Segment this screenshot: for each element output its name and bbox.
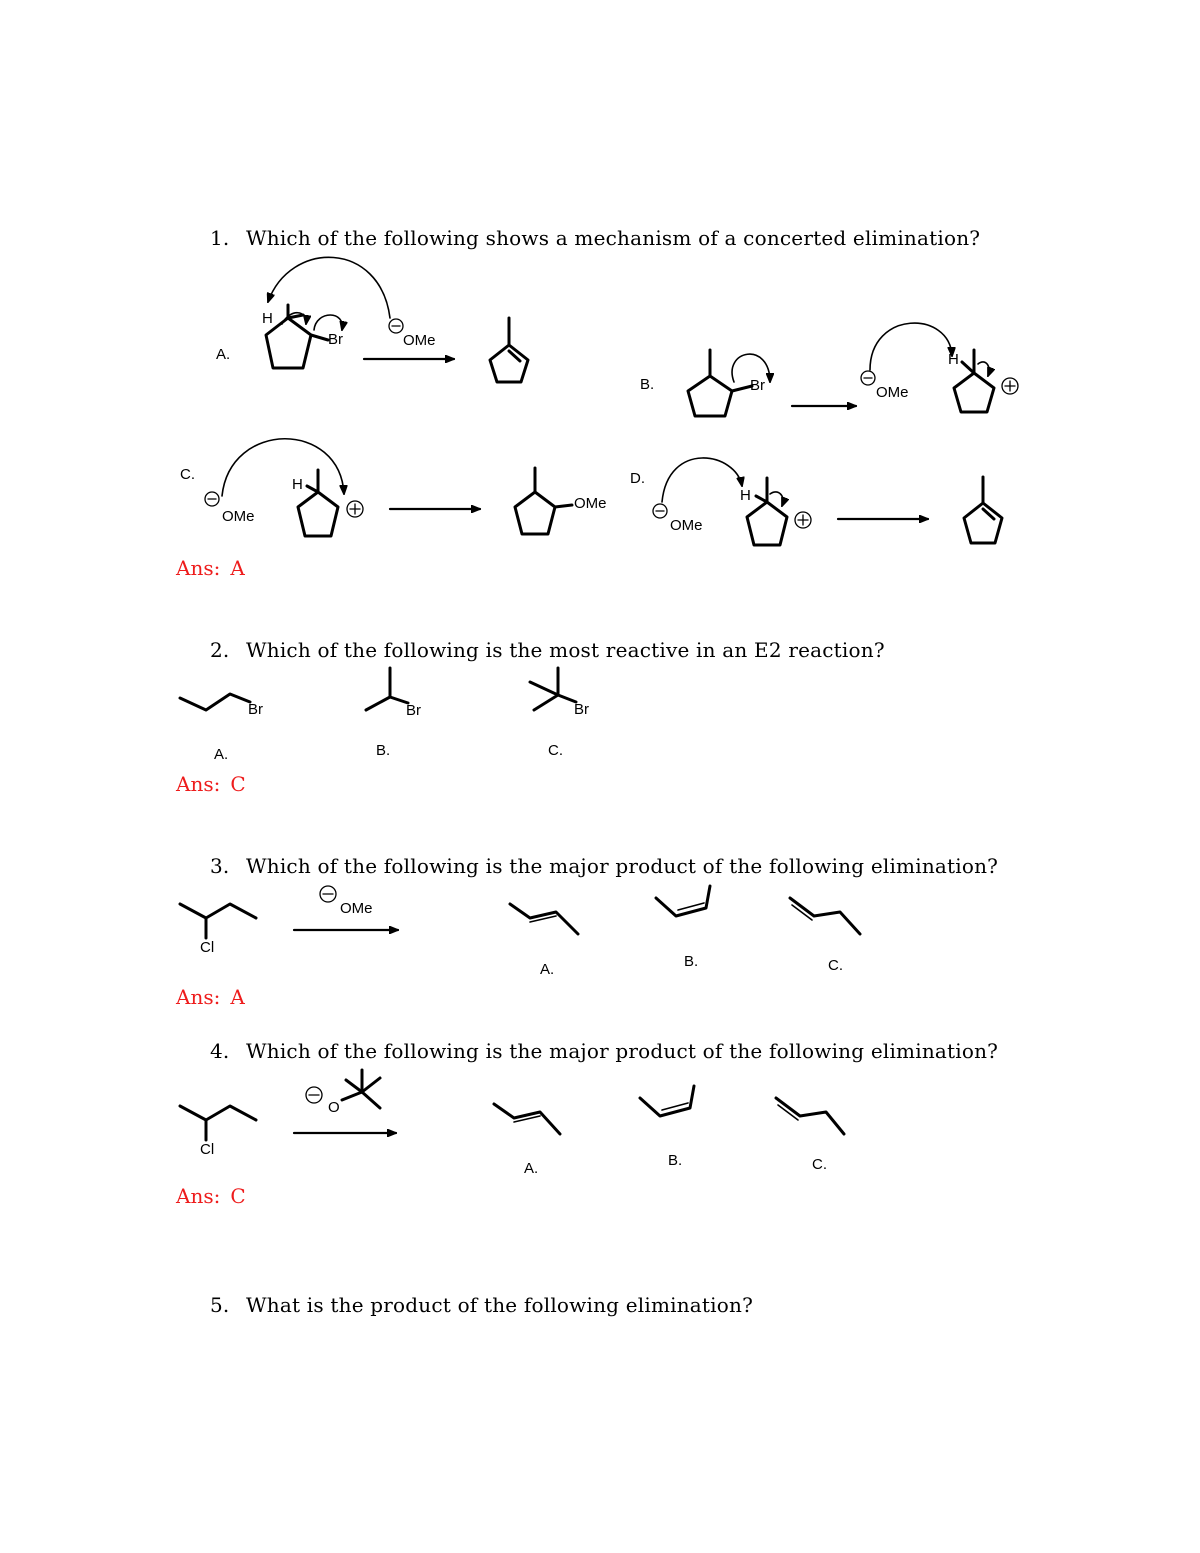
question-4 [210,1039,998,1063]
q1-a-arrow-1 [268,257,390,318]
q4-cl-atom: Cl [200,1141,215,1158]
question-4-text: Which of the following is the major product of the following elimination? [246,1039,999,1063]
answer-1-value: A [230,556,245,580]
q1-d-ome: OMe [670,517,703,534]
q1-d-h-atom: H [740,487,751,504]
answer-2 [176,772,246,796]
q4-option-c-label: C. [812,1156,827,1173]
q3-cl-atom: Cl [200,939,215,956]
q4-tbuo-reagent [342,1070,380,1108]
q4-option-a-label: A. [524,1160,539,1177]
q2-c-br-atom: Br [574,701,589,718]
q3-option-a-label: A. [540,961,555,978]
q4-reactant [180,1106,256,1140]
q2-b-structure [366,668,408,710]
question-2 [210,638,885,662]
q1-option-b-label: B. [640,376,655,393]
question-3-text: Which of the following is the major product of the following elimination? [246,854,999,878]
question-2-text: Which of the following is the most reactive in an E2 reaction? [246,638,885,662]
q2-b-br-atom: Br [406,702,421,719]
q1-a-br-atom: Br [328,331,343,348]
answer-2-prefix: Ans: [176,772,221,796]
q1-c-ome: OMe [222,508,255,525]
q1-option-d-label: D. [630,470,645,487]
answer-3 [176,985,245,1009]
q1-d-product [964,477,1002,543]
q1-b-reactant [688,350,752,416]
q2-option-b-label: B. [376,742,391,759]
q1-a-arrow-3 [314,315,342,330]
answer-2-value: C [230,772,246,796]
q1-a-h-atom: H [262,310,273,327]
q3-option-a [510,904,578,934]
q2-option-a-label: A. [214,746,229,763]
question-3-number: 3. [210,854,230,878]
question-4-number: 4. [210,1039,230,1063]
q3-reactant [180,904,256,938]
q1-d-arrow [662,458,742,502]
q3-ome-reagent: OMe [340,900,373,917]
answer-4 [176,1184,246,1208]
question-3 [210,854,998,878]
q3-option-b-label: B. [684,953,699,970]
q4-option-a [494,1104,560,1134]
q4-option-c [776,1098,844,1134]
q1-a-reactant [266,305,328,368]
q1-b-ome: OMe [876,384,909,401]
question-5-number: 5. [210,1293,230,1317]
answer-4-value: C [230,1184,246,1208]
q1-b-cation [954,350,994,412]
answer-3-prefix: Ans: [176,985,221,1009]
q3-option-b [656,886,710,916]
q2-a-structure [180,694,250,710]
q1-a-product [490,318,528,382]
q1-option-a-label: A. [216,346,231,363]
question-2-number: 2. [210,638,230,662]
answer-1-prefix: Ans: [176,556,221,580]
q4-o-atom: O [328,1099,340,1116]
q1-c-arrow [222,439,344,496]
q1-c-h-atom: H [292,476,303,493]
q1-b-h-atom: H [948,351,959,368]
question-1-text: Which of the following shows a mechanism of a concerted elimination? [246,226,981,250]
q1-b-br-atom: Br [750,377,765,394]
answer-3-value: A [230,985,245,1009]
q1-b-arrow-2 [870,323,952,370]
q4-option-b-label: B. [668,1152,683,1169]
question-1-number: 1. [210,226,230,250]
q1-d-cation [747,478,787,545]
q2-c-structure [530,668,576,710]
q1-c-product-ome: OMe [574,495,607,512]
answer-1 [176,556,245,580]
q4-option-b [640,1086,694,1116]
question-1 [210,226,980,250]
q1-option-c-label: C. [180,466,195,483]
q1-c-product [515,468,572,534]
q2-a-br-atom: Br [248,701,263,718]
answer-4-prefix: Ans: [176,1184,221,1208]
question-5-text: What is the product of the following elimination? [246,1293,753,1317]
q1-a-ome: OMe [403,332,436,349]
q1-c-cation [298,470,338,536]
q3-option-c [790,898,860,934]
q3-option-c-label: C. [828,957,843,974]
q2-option-c-label: C. [548,742,563,759]
question-5 [210,1293,753,1317]
